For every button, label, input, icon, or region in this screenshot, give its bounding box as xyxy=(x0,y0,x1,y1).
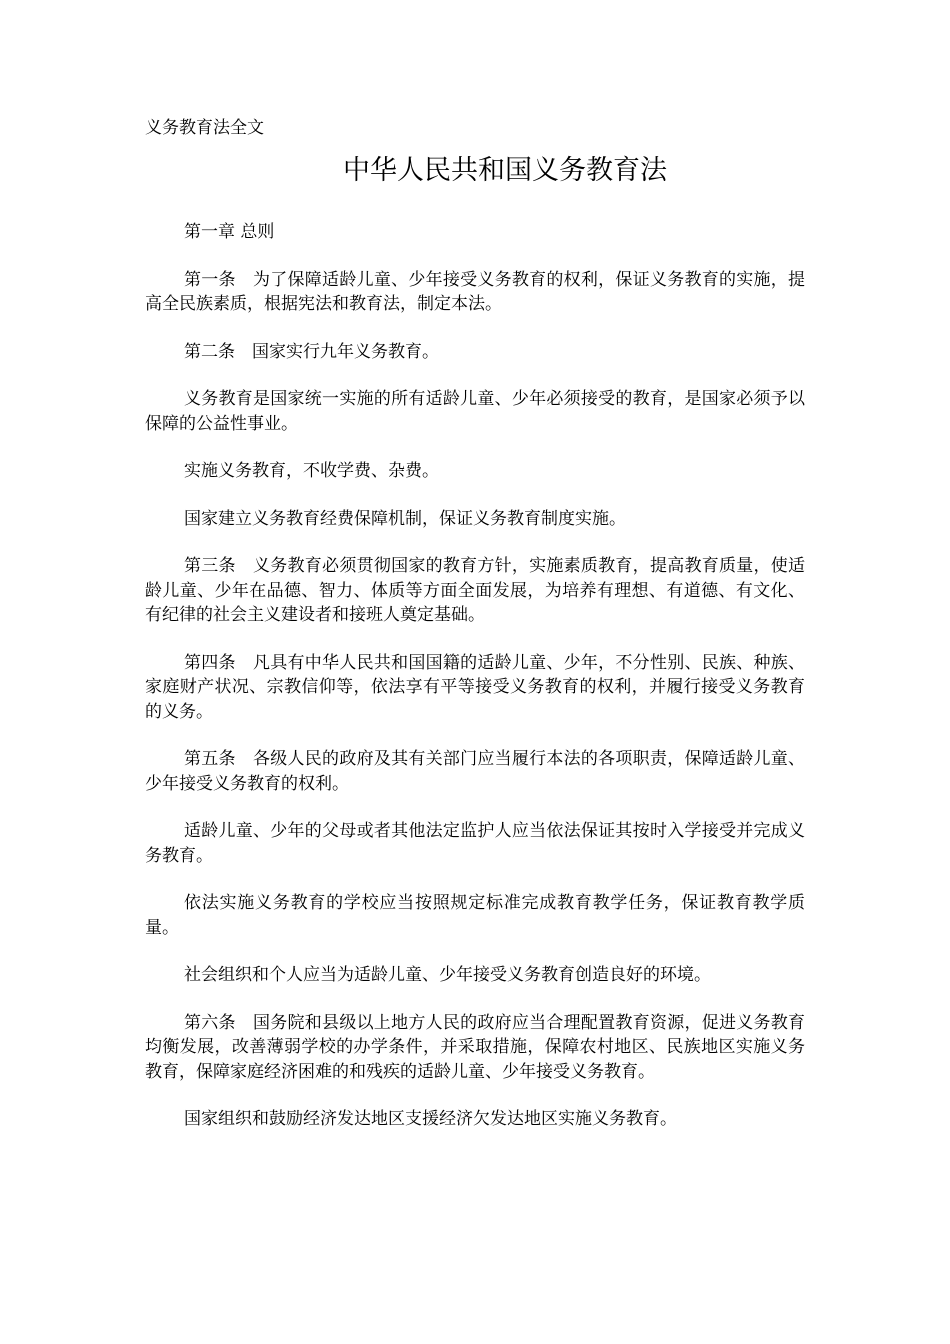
chapter-heading: 第一章 总则 xyxy=(184,222,275,242)
article-paragraph: 国家组织和鼓励经济发达地区支援经济欠发达地区实施义务教育。 xyxy=(184,1109,677,1129)
article-paragraph: 第六条 国务院和县级以上地方人民的政府应当合理配置教育资源，促进义务教育均衡发展，改善薄弱学校的办学条件，并采取措施，保障农村地区、民族地区实施义务教育，保障家庭经济困难的和残疾的适龄儿童、少年接受义务教育。 xyxy=(145,1012,805,1082)
document-title: 中华人民共和国义务教育法 xyxy=(343,155,667,186)
article-paragraph: 第四条 凡具有中华人民共和国国籍的适龄儿童、少年，不分性别、民族、种族、家庭财产状况、宗教信仰等，依法享有平等接受义务教育的权利，并履行接受义务教育的义务。 xyxy=(145,652,805,722)
document-header: 义务教育法全文 xyxy=(145,118,264,138)
article-paragraph: 依法实施义务教育的学校应当按照规定标准完成教育教学任务，保证教育教学质量。 xyxy=(145,893,805,938)
article-paragraph: 适龄儿童、少年的父母或者其他法定监护人应当依法保证其按时入学接受并完成义务教育。 xyxy=(145,821,805,866)
article-paragraph: 第三条 义务教育必须贯彻国家的教育方针，实施素质教育，提高教育质量，使适龄儿童、少年在品德、智力、体质等方面全面发展，为培养有理想、有道德、有文化、有纪律的社会主义建设者和接班人奠定基础。 xyxy=(145,556,805,625)
article-paragraph: 义务教育是国家统一实施的所有适龄儿童、少年必须接受的教育，是国家必须予以保障的公益性事业。 xyxy=(145,389,805,434)
article-paragraph: 国家建立义务教育经费保障机制，保证义务教育制度实施。 xyxy=(184,508,626,529)
article-paragraph: 社会组织和个人应当为适龄儿童、少年接受义务教育创造良好的环境。 xyxy=(184,965,711,985)
article-paragraph: 第一条 为了保障适龄儿童、少年接受义务教育的权利，保证义务教育的实施，提高全民族素质，根据宪法和教育法，制定本法。 xyxy=(145,269,805,314)
article-paragraph: 实施义务教育，不收学费、杂费。 xyxy=(184,461,439,481)
article-paragraph: 第五条 各级人民的政府及其有关部门应当履行本法的各项职责，保障适龄儿童、少年接受义务教育的权利。 xyxy=(145,749,805,794)
article-paragraph: 第二条 国家实行九年义务教育。 xyxy=(184,341,439,362)
document-body xyxy=(145,220,805,1155)
